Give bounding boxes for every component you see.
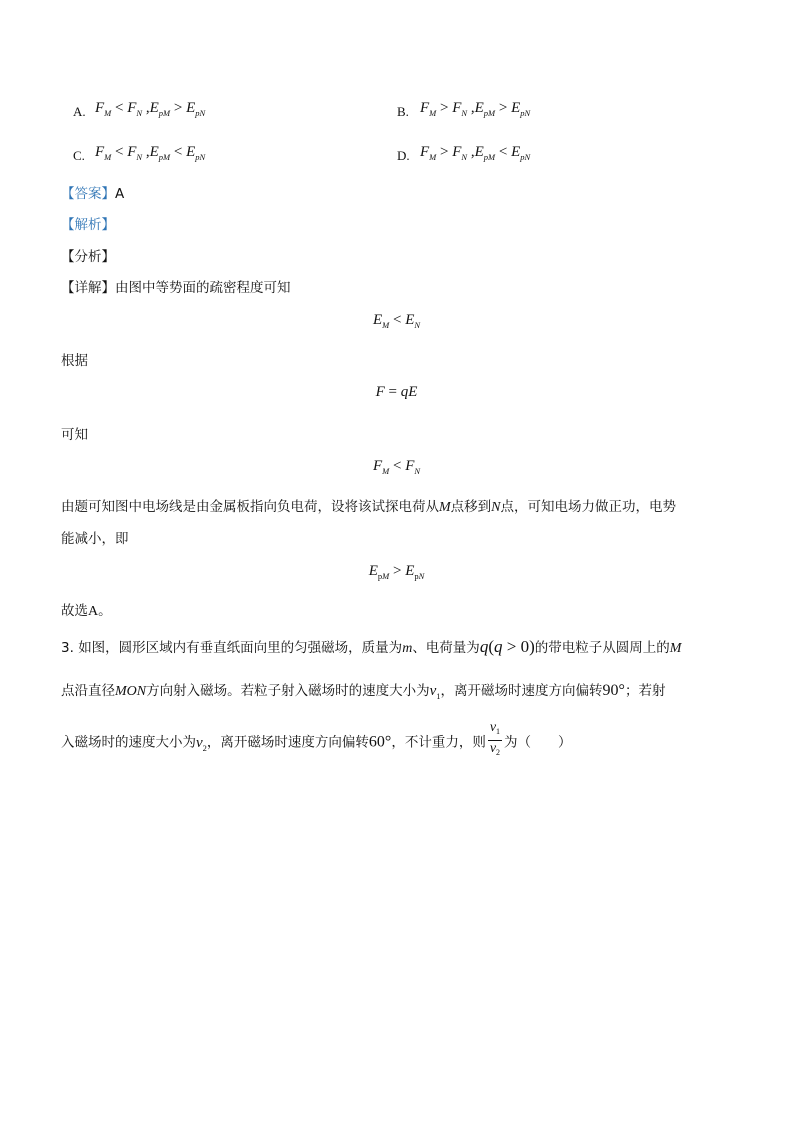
- answer-tag: 【答案】: [61, 186, 115, 202]
- fenxi-tag: 【分析】: [61, 249, 115, 265]
- conclusion-line: [61, 599, 112, 620]
- q3-l1-text-c: 的带电粒子从圆周上的: [534, 640, 670, 656]
- equation-f-qe: F = qE: [375, 384, 418, 400]
- q3-l1-text-a: 如图，圆形区域内有垂直纸面向里的匀强磁场，质量为: [78, 640, 403, 656]
- answer-value: A: [115, 186, 125, 202]
- option-c-label: C.: [73, 148, 85, 163]
- para1-point-m: M: [439, 500, 451, 515]
- detail-text: 由图中等势面的疏密程度可知: [115, 280, 291, 296]
- equation-fm-fn: $F_M < F_N$: [372, 458, 421, 476]
- q3-l3-text-d: 为（ ）: [504, 734, 572, 751]
- conclusion-text: 故选: [61, 603, 88, 619]
- answer-line: [61, 182, 124, 202]
- q3-line-3: [61, 722, 572, 763]
- q3-ratio-fraction: $\frac{v_1}{v_2}$: [489, 720, 501, 757]
- paragraph-line-1: [61, 495, 676, 516]
- q3-line-2: [61, 679, 665, 701]
- option-b-formula: $F_M > F_N$ $,E_{pM} > E_{pN}$: [420, 100, 531, 118]
- kezhi-text: 可知: [61, 427, 88, 443]
- q3-l3-text-b: ，离开磁场时速度方向偏转: [206, 734, 369, 751]
- q3-l2-text-b: 方向射入磁场。若粒子射入磁场时的速度大小为: [146, 683, 430, 699]
- q3-l2-text-d: ；若射: [624, 683, 666, 699]
- detail-tag: 【详解】: [61, 280, 115, 296]
- q3-line-1: [61, 636, 681, 657]
- q3-v1: $v_1$: [429, 683, 441, 701]
- q3-l3-text-c: ，不计重力，则: [391, 734, 486, 751]
- conclusion-letter: A: [88, 604, 99, 619]
- paragraph-line-2: 能减小，即: [61, 531, 129, 547]
- q3-angle-60: 60°: [368, 733, 392, 751]
- para1-text-b: 点移到: [450, 499, 492, 515]
- option-a-label: A.: [73, 104, 86, 119]
- option-d-formula: $F_M > F_N$ $,E_{pM} < E_{pN}$: [420, 144, 531, 162]
- q3-diameter-mon: MON: [115, 684, 147, 699]
- q3-l1-text-b: 、电荷量为: [412, 640, 480, 656]
- detail-line: [61, 276, 291, 296]
- option-b-label: B.: [397, 104, 409, 119]
- para1-point-n: N: [491, 500, 501, 515]
- para1-text-c: 点，可知电场力做正功，电势: [500, 499, 677, 515]
- equation-epm-epn: $E_{pM} > E_{pN}$: [368, 563, 425, 581]
- q3-l3-text-a: 入磁场时的速度大小为: [61, 734, 196, 751]
- option-c-formula: $F_M < F_N$ $,E_{pM} < E_{pN}$: [95, 144, 206, 162]
- option-d-label: D.: [397, 148, 410, 163]
- equation-em-en: $E_M < E_N$: [372, 312, 421, 330]
- q3-charge-expr: q(q > 0): [479, 637, 535, 656]
- para1-text-a: 由题可知图中电场线是由金属板指向负电荷，设将该试探电荷从: [61, 499, 439, 515]
- option-a-formula: $F_M < F_N$ $,E_{pM} > E_{pN}$: [95, 100, 206, 118]
- genju-text: 根据: [61, 353, 88, 369]
- q3-l2-text-a: 点沿直径: [61, 683, 115, 699]
- q3-v2: $v_2$: [196, 734, 207, 753]
- q3-l2-text-c: ，离开磁场时速度方向偏转: [440, 683, 603, 699]
- conclusion-end: 。: [98, 603, 112, 619]
- q3-number: 3.: [61, 640, 74, 656]
- analysis-tag: 【解析】: [61, 217, 115, 233]
- q3-angle-90: 90°: [602, 682, 625, 699]
- q3-mass-symbol: m: [402, 641, 413, 656]
- q3-point-m: M: [669, 641, 682, 656]
